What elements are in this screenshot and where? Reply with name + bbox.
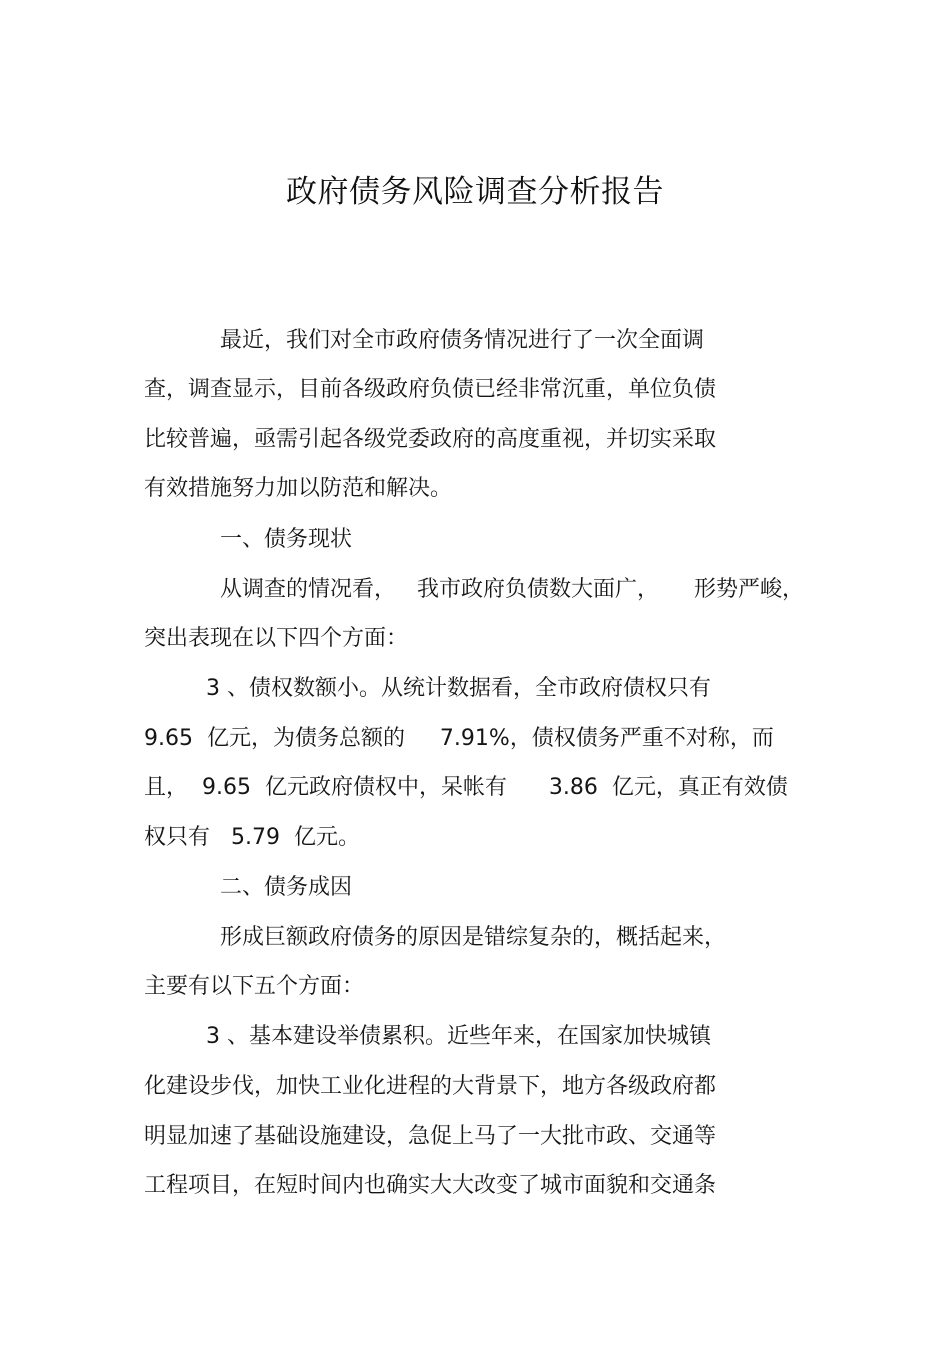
paragraph-line: 化建设步伐，加快工业化进程的大背景下，地方各级政府都 xyxy=(144,1074,717,1099)
paragraph-line: 从调查的情况看， 我市政府负债数大面广， 形势严峻， xyxy=(220,577,804,602)
paragraph-line: 且， 9.65 亿元政府债权中，呆帐有 3.86 亿元，真正有效债 xyxy=(144,775,788,800)
paragraph-line: 明显加速了基础设施建设，急促上马了一大批市政、交通等 xyxy=(144,1124,717,1149)
paragraph-line: 比较普遍，亟需引起各级党委政府的高度重视，并切实采取 xyxy=(144,427,717,452)
paragraph-line: 权只有 5.79 亿元。 xyxy=(144,825,360,850)
paragraph-line: 形成巨额政府债务的原因是错综复杂的，概括起来， xyxy=(220,925,727,950)
paragraph-line: 3 、债权数额小。从统计数据看，全市政府债权只有 xyxy=(206,676,711,701)
section-heading: 一、债务现状 xyxy=(220,527,353,552)
paragraph-line: 有效措施努力加以防范和解决。 xyxy=(144,476,453,501)
paragraph-line: 突出表现在以下四个方面： xyxy=(144,626,409,651)
paragraph-line: 9.65 亿元，为债务总额的 7.91%，债权债务严重不对称，而 xyxy=(144,726,774,751)
document-title: 政府债务风险调查分析报告 xyxy=(286,174,664,210)
paragraph-line: 最近，我们对全市政府债务情况进行了一次全面调 xyxy=(220,328,705,353)
section-heading: 二、债务成因 xyxy=(220,875,353,900)
paragraph-line: 查，调查显示，目前各级政府负债已经非常沉重，单位负债 xyxy=(144,377,717,402)
paragraph-line: 工程项目，在短时间内也确实大大改变了城市面貌和交通条 xyxy=(144,1173,717,1198)
paragraph-line: 3 、基本建设举债累积。近些年来，在国家加快城镇 xyxy=(206,1024,711,1049)
paragraph-line: 主要有以下五个方面： xyxy=(144,974,365,999)
